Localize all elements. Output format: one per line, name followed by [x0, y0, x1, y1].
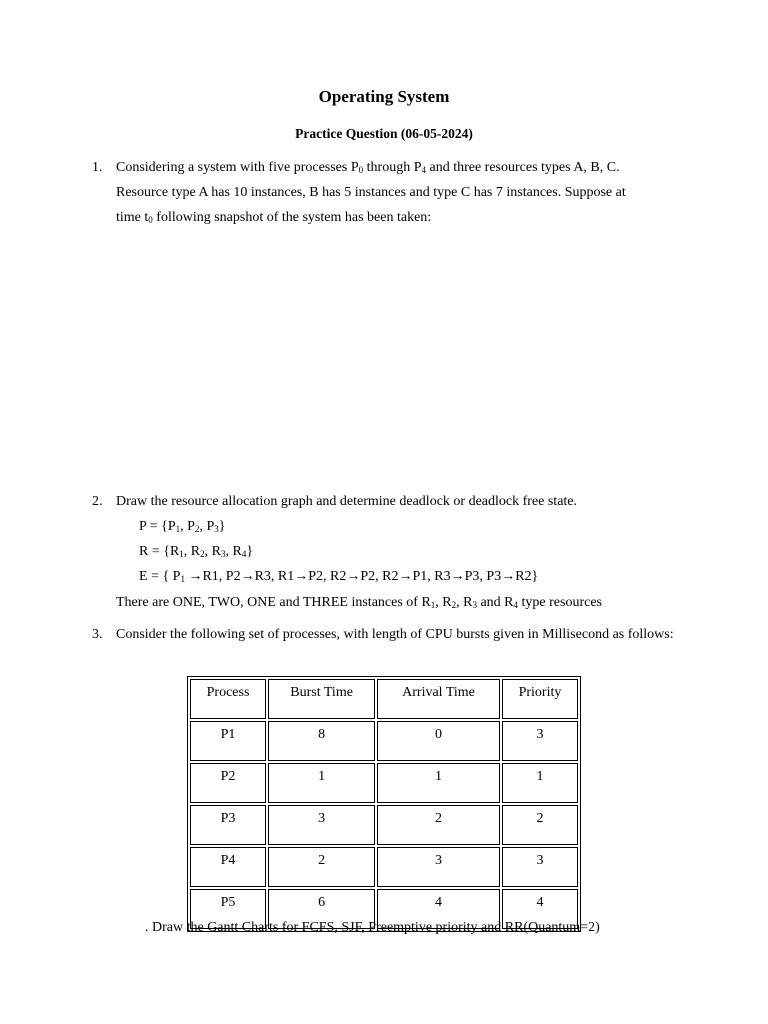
column-header: Burst Time: [268, 679, 375, 719]
column-header: Process: [190, 679, 266, 719]
table-cell: P1: [190, 721, 266, 761]
page-title: Operating System: [318, 87, 450, 106]
table-row: [190, 805, 578, 845]
process-set: $P = \{P_1$, $P_2$, $P_3$}: [139, 519, 226, 534]
question-2-number: 2.: [92, 494, 103, 509]
question-1-line-3: time $t_0$ following snapshot of the system has been taken:: [116, 210, 432, 225]
table-cell: 4: [377, 889, 500, 929]
gantt-instruction: . Draw the Gantt Charts for FCFS, SJF, Preemptive priority and RR(Quantum=2): [145, 920, 600, 935]
table-cell: 3: [268, 805, 375, 845]
question-2-text: Draw the resource allocation graph and determine deadlock or deadlock free state.: [116, 494, 578, 509]
arrow-right-icon: →: [294, 569, 309, 584]
table-cell: P2: [190, 763, 266, 803]
arrow-right-icon: →: [346, 569, 361, 584]
table-row: [190, 763, 578, 803]
table-cell: 2: [502, 805, 578, 845]
arrow-right-icon: →: [398, 569, 413, 584]
table-cell: 1: [502, 763, 578, 803]
table-cell: 1: [268, 763, 375, 803]
table-cell: P3: [190, 805, 266, 845]
table-cell: 3: [377, 847, 500, 887]
column-header: Arrival Time: [377, 679, 500, 719]
resource-set: $R = \{R_1$, $R_2$, $R_3$, $R_4$}: [139, 544, 254, 559]
arrow-right-icon: →: [501, 569, 516, 584]
question-1-number: 1.: [92, 160, 103, 175]
table-cell: 6: [268, 889, 375, 929]
table-cell: 3: [502, 721, 578, 761]
column-header: Priority: [502, 679, 578, 719]
instances-text: There are ONE, TWO, ONE and THREE instances of $R_1$, $R_2$, $R_3$ and $R_4$ type resources: [116, 595, 602, 610]
table-cell: P5: [190, 889, 266, 929]
arrow-right-icon: →: [240, 569, 255, 584]
table-cell: 4: [502, 889, 578, 929]
table-row: [190, 721, 578, 761]
table-cell: 3: [502, 847, 578, 887]
table-cell: 8: [268, 721, 375, 761]
table-cell: 2: [268, 847, 375, 887]
table-cell: 2: [377, 805, 500, 845]
question-3-number: 3.: [92, 627, 103, 642]
page-subtitle: Practice Question (06-05-2024): [295, 126, 473, 141]
edge-set: E = { $P_1 \to R1$, P2→R3, R1→P2, R2→P2, R2→P1, R3→P3, P3→R2}: [139, 569, 539, 584]
process-table: [187, 676, 581, 932]
question-3-text: Consider the following set of processes, with length of CPU bursts given in Millisecond as follows:: [116, 627, 674, 642]
table-cell: 0: [377, 721, 500, 761]
table-cell: P4: [190, 847, 266, 887]
table-cell: 1: [377, 763, 500, 803]
arrow-right-icon: →: [450, 569, 465, 584]
table-row: [190, 847, 578, 887]
table-header-row: [190, 679, 578, 719]
question-1-line-1: Considering a system with five processes $P_0$ through $P_4$ and three resources types A, B, C.: [116, 160, 620, 175]
arrow-right-icon: →: [188, 569, 203, 584]
question-1-line-2: Resource type A has 10 instances, B has 5 instances and type C has 7 instances. Suppose at: [116, 185, 626, 200]
